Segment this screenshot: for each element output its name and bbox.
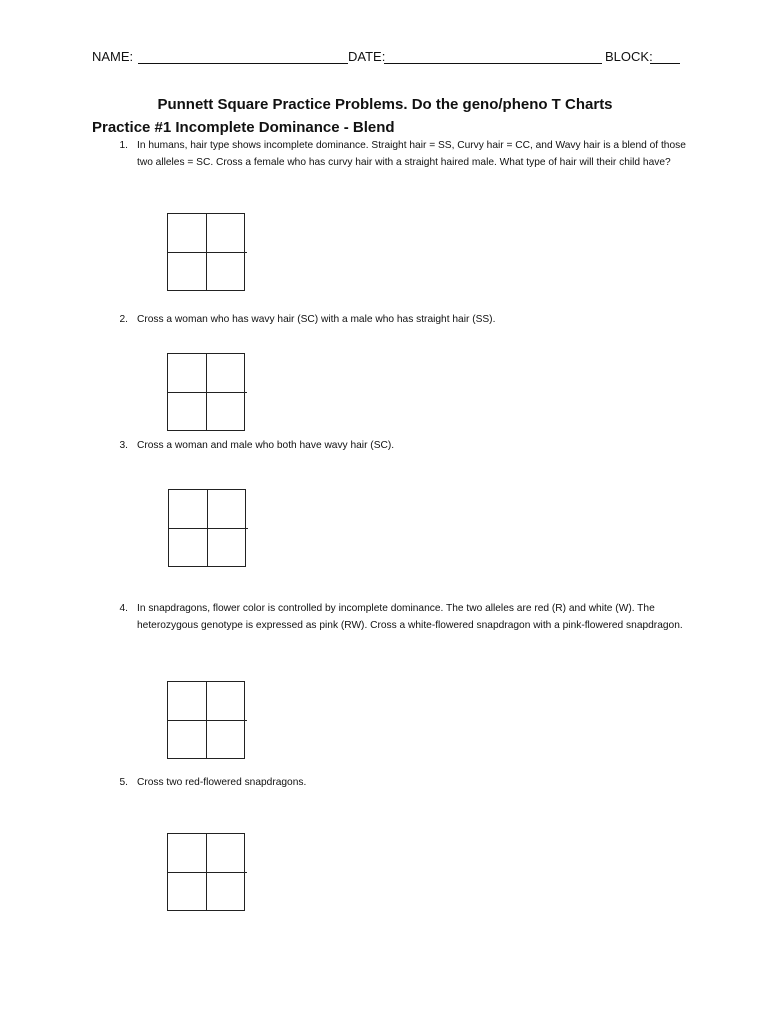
square-divider-horizontal	[168, 252, 247, 253]
name-label: NAME:	[92, 49, 134, 64]
student-info-header	[92, 49, 692, 69]
worksheet-title: Punnett Square Practice Problems. Do the geno/pheno T Charts	[157, 96, 613, 113]
block-blank[interactable]	[650, 63, 680, 64]
problem-text: Cross a woman and male who both have wavy hair (SC).	[137, 440, 395, 451]
problem-3	[92, 438, 687, 455]
problem-4	[92, 601, 687, 634]
square-divider-horizontal	[168, 720, 247, 721]
square-divider-horizontal	[168, 872, 247, 873]
problem-number: 3.	[119, 440, 128, 451]
date-label: DATE:	[348, 49, 386, 64]
square-divider-horizontal	[168, 392, 247, 393]
punnett-square-1[interactable]	[167, 213, 245, 291]
punnett-square-3[interactable]	[168, 489, 246, 567]
problem-number: 1.	[119, 140, 128, 151]
section-heading: Practice #1 Incomplete Dominance - Blend	[92, 119, 395, 136]
problem-number: 2.	[119, 314, 128, 325]
punnett-square-5[interactable]	[167, 833, 245, 911]
punnett-square-2[interactable]	[167, 353, 245, 431]
problem-text: Cross two red-flowered snapdragons.	[137, 777, 307, 788]
name-blank[interactable]	[138, 63, 348, 64]
problem-2	[92, 312, 687, 329]
problem-text: In snapdragons, flower color is controlled by incomplete dominance. The two alleles are red (R) and white (W). The heterozygous genotype is expressed as pink (RW). Cross a white-flowered snapdragon with a pink-flowered snapdragon.	[137, 603, 683, 631]
problem-number: 4.	[119, 603, 128, 614]
date-blank[interactable]	[384, 63, 602, 64]
block-label: BLOCK:	[605, 49, 653, 64]
problem-5	[92, 775, 687, 792]
square-divider-horizontal	[169, 528, 248, 529]
punnett-square-4[interactable]	[167, 681, 245, 759]
problem-number: 5.	[119, 777, 128, 788]
problem-1	[92, 138, 687, 171]
problem-text: Cross a woman who has wavy hair (SC) with a male who has straight hair (SS).	[137, 314, 496, 325]
problem-text: In humans, hair type shows incomplete dominance. Straight hair = SS, Curvy hair = CC, and Wavy hair is a blend of those two alleles = SC. Cross a female who has curvy hair with a straight haired male. What type of hair will their child have?	[137, 140, 686, 168]
